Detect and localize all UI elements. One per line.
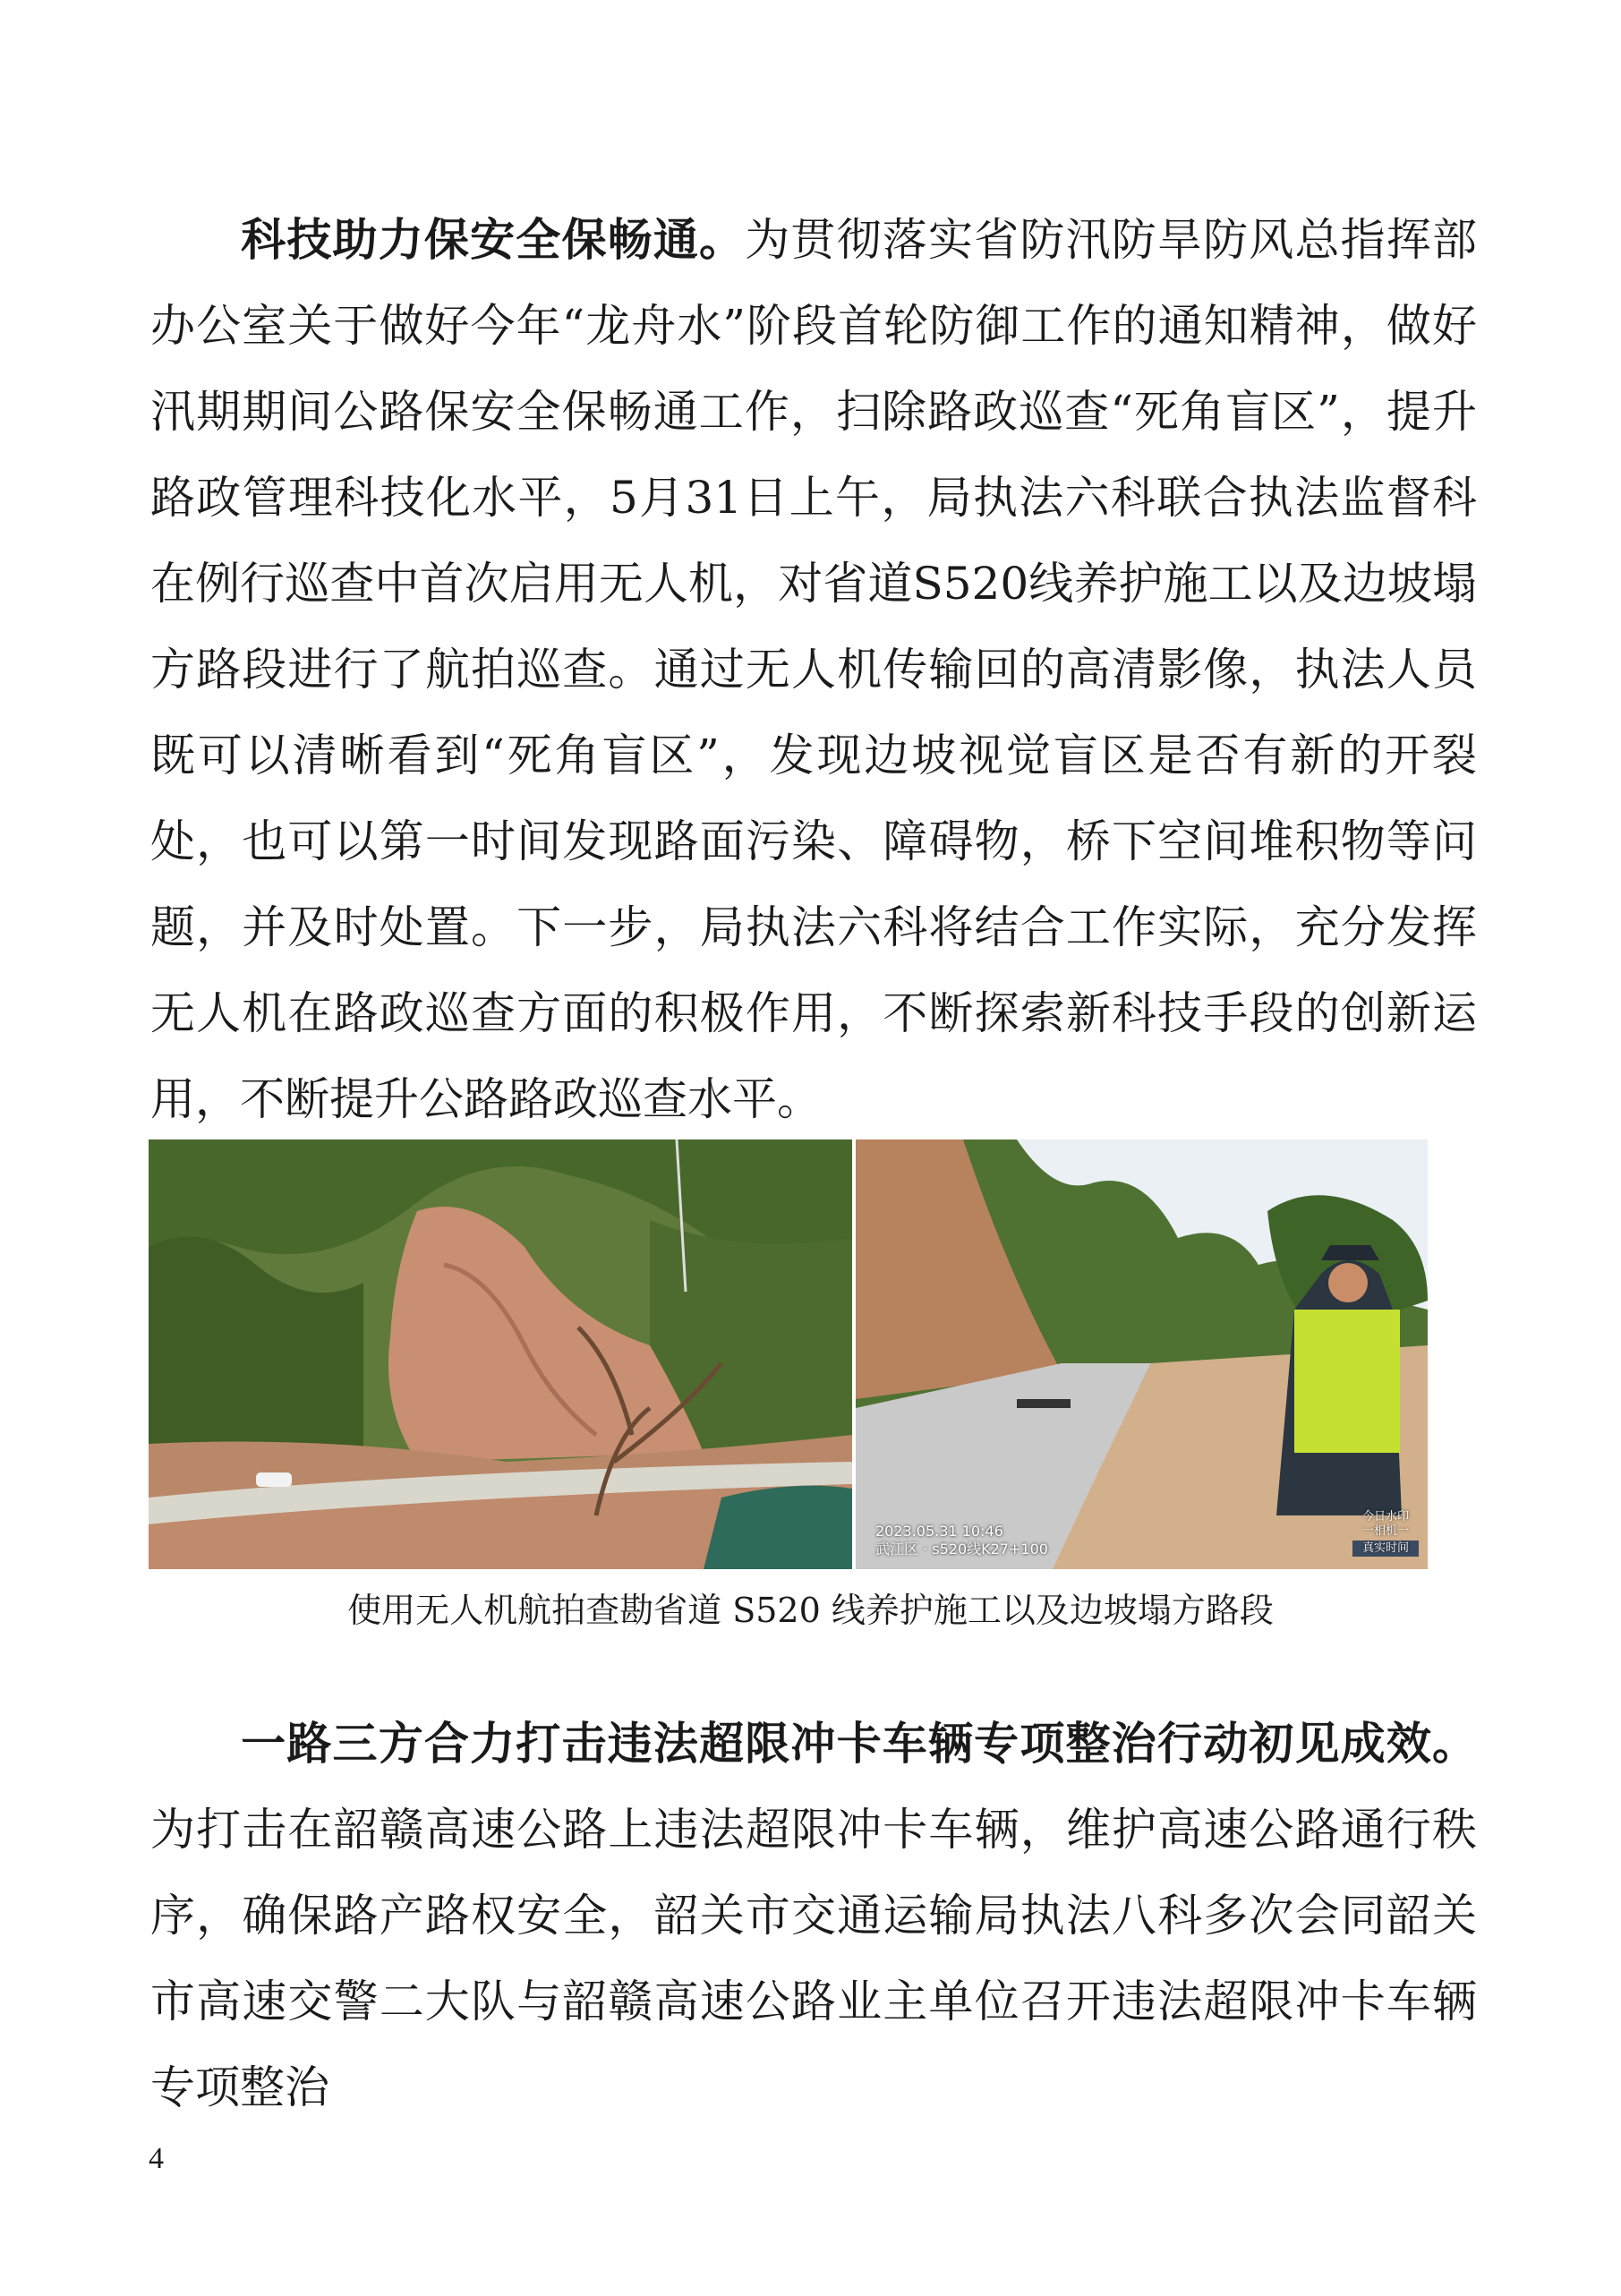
road-inspection-photo — [856, 1139, 1428, 1569]
paragraph-tech-patrol — [150, 197, 1477, 1142]
paragraph-heading: 一路三方合力打击违法超限冲卡车辆专项整治行动初见成效。 — [240, 1718, 1477, 1770]
figure-caption: 使用无人机航拍查勘省道 S520 线养护施工以及边坡塌方路段 — [347, 1591, 1274, 1630]
watermark-line: 真实时间 — [1352, 1541, 1419, 1557]
photo-timestamp: 2023.05.31 10:46 武江区 · s520线K27+100 — [875, 1523, 1048, 1558]
paragraph-overload-enforcement — [150, 1701, 1477, 2130]
paragraph-heading: 科技助力保安全保畅通。 — [240, 214, 746, 266]
paragraph-body: 为贯彻落实省防汛防旱防风总指挥部办公室关于做好今年“龙舟水”阶段首轮防御工作的通知精神，做好汛期期间公路保安全保畅通工作，扫除路政巡查“死角盲区”，提升路政管理科技化水平，5月31日上午，局执法六科联合执法监督科在例行巡查中首次启用无人机，对省道S520线养护施工以及边坡塌方路段进行了航拍巡查。通过无人机传输回的高清影像，执法人员既可以清晰看到“死角盲区”，发现边坡视觉盲区是否有新的开裂处，也可以第一时间发现路面污染、障碍物，桥下空间堆积物等问题，并及时处置。下一步，局执法六科将结合工作实际，充分发挥无人机在路政巡查方面的积极作用，不断探索新科技手段的创新运用，不断提升公路路政巡查水平。 — [150, 214, 1478, 1125]
photo-figure — [149, 1139, 1428, 1569]
aerial-landslide-photo — [149, 1139, 852, 1569]
watermark-badge — [1352, 1510, 1419, 1557]
paragraph-body: 为打击在韶赣高速公路上违法超限冲卡车辆，维护高速公路通行秩序，确保路产路权安全，韶关市交通运输局执法八科多次会同韶关市高速交警二大队与韶赣高速公路业主单位召开违法超限冲卡车辆专项整治 — [150, 1804, 1477, 2113]
watermark-line: 今日水印 — [1361, 1510, 1409, 1524]
page-number: 4 — [149, 2142, 164, 2175]
watermark-line: 一相机一 — [1361, 1524, 1409, 1538]
